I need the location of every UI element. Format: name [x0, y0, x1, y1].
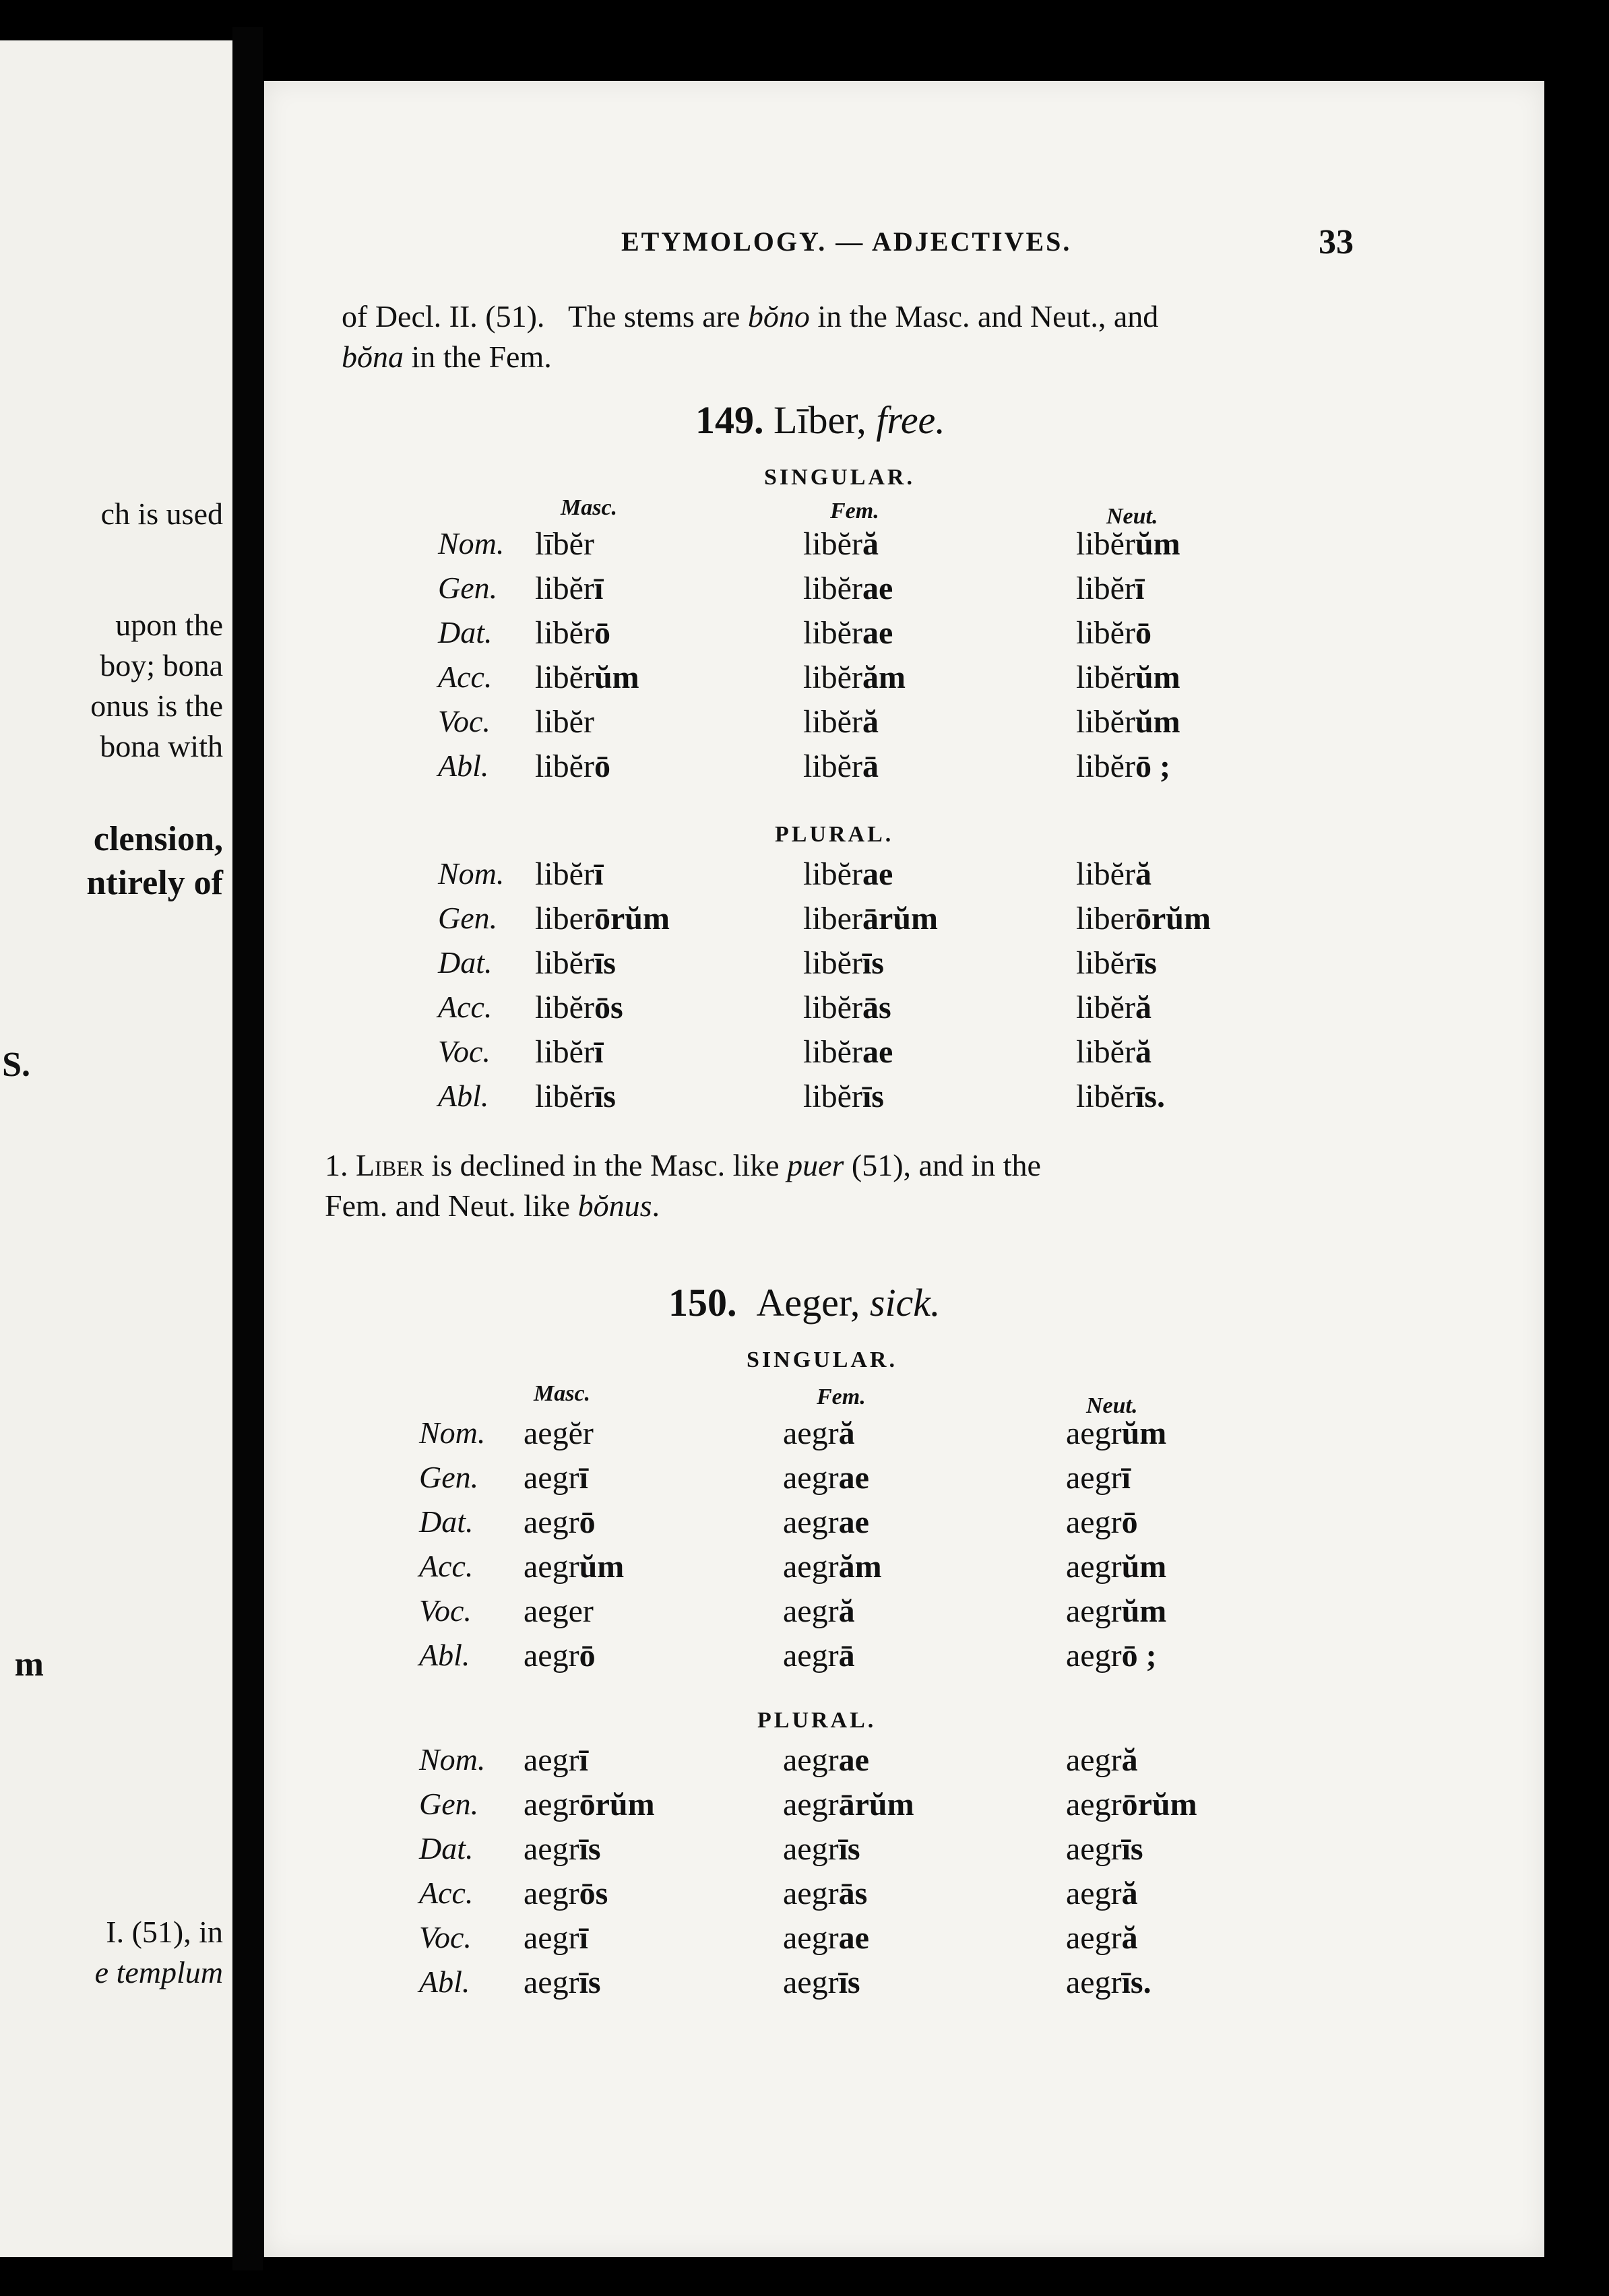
ending: ŭm [1135, 704, 1180, 740]
stem: aegr [1066, 1460, 1122, 1496]
form-neut [1076, 570, 1144, 607]
form-neut [1066, 1742, 1138, 1779]
form-fem [783, 1593, 855, 1630]
ending: ōrŭm [594, 901, 670, 936]
ending: ae [838, 1742, 869, 1778]
stem: aegr [524, 1638, 579, 1673]
form-masc [524, 1742, 588, 1779]
stem: aegr [1066, 1504, 1122, 1540]
form-masc [535, 659, 639, 696]
ending: ōrŭm [579, 1787, 655, 1822]
stem: aegr [524, 1920, 579, 1956]
ending: ăm [862, 660, 906, 695]
stem: aegr [524, 1965, 579, 2000]
form-fem [803, 525, 879, 563]
stem: libĕr [803, 571, 862, 606]
section-150-title: 150. Aeger, sick. [668, 1281, 941, 1325]
stem: lībĕr [535, 526, 594, 562]
form-fem [803, 856, 893, 893]
ending: īs [838, 1965, 860, 2000]
case-label: Gen. [419, 1460, 479, 1494]
ending: ă [862, 704, 879, 740]
ending: ŭm [594, 660, 639, 695]
ending: īs. [1121, 1965, 1151, 2000]
ending: ō [579, 1638, 596, 1673]
case-label: Dat. [419, 1831, 474, 1865]
stem: aegr [524, 1742, 579, 1778]
stem: aegr [783, 1876, 839, 1911]
left-fragment: onus is the [90, 689, 223, 723]
ending: ō [1135, 615, 1151, 651]
ending: ŭm [1135, 660, 1180, 695]
ending: ă [1135, 1034, 1151, 1070]
form-neut [1066, 1919, 1138, 1956]
stem: aegr [783, 1965, 839, 2000]
stem: liber [1076, 901, 1135, 936]
stem: libĕr [803, 1079, 862, 1114]
stem: libĕr [535, 990, 594, 1025]
left-fragment: boy; bona [100, 648, 223, 682]
form-masc [535, 945, 616, 982]
form-neut [1066, 1875, 1138, 1912]
case-label: Acc. [438, 660, 493, 694]
form-neut [1066, 1637, 1157, 1674]
ending: ās [838, 1876, 868, 1911]
ending: ae [862, 856, 893, 892]
intro-line-2: bŏna in the Fem. [342, 340, 552, 374]
form-fem [803, 945, 884, 982]
form-masc [524, 1875, 608, 1912]
stem: libĕr [535, 571, 594, 606]
form-neut [1076, 856, 1151, 893]
case-label: Acc. [438, 990, 493, 1024]
stem: aegr [1066, 1593, 1122, 1629]
ending: ās [862, 990, 891, 1025]
ending: ō [579, 1504, 596, 1540]
form-fem [783, 1830, 860, 1868]
ending: ī [579, 1742, 588, 1778]
stem: libĕr [535, 856, 594, 892]
case-label: Abl. [419, 1638, 470, 1672]
stem: libĕr [1076, 615, 1135, 651]
ending: ī [579, 1920, 588, 1956]
stem: libĕr [803, 990, 862, 1025]
ending: ă [1121, 1920, 1138, 1956]
form-neut [1066, 1504, 1138, 1541]
plural-label: PLURAL. [757, 1708, 877, 1733]
stem: libĕr [535, 660, 594, 695]
stem: libĕr [1076, 945, 1135, 981]
left-fragment: m [14, 1645, 44, 1684]
form-neut [1076, 659, 1180, 696]
ending: ă [838, 1593, 855, 1629]
stem: aegr [1066, 1787, 1122, 1822]
section-149-title: 149. Līber, free. [695, 398, 945, 442]
ending: ōs [594, 990, 623, 1025]
ending: ī [579, 1460, 588, 1496]
form-neut [1066, 1548, 1166, 1585]
form-fem [783, 1875, 867, 1912]
ending: ŭm [1121, 1593, 1167, 1629]
ending: ă [1135, 856, 1151, 892]
form-masc [535, 1033, 603, 1071]
stem: libĕr [1076, 704, 1135, 740]
case-label: Voc. [438, 1034, 491, 1069]
ending: ŭm [1121, 1549, 1167, 1585]
column-header-fem: Fem. [830, 499, 879, 523]
stem: aegr [1066, 1920, 1122, 1956]
stem: aegr [524, 1504, 579, 1540]
stem: aegr [524, 1876, 579, 1911]
case-label: Voc. [419, 1920, 472, 1954]
left-fragment: e templum [94, 1955, 223, 1989]
form-fem [783, 1415, 855, 1452]
page [264, 81, 1544, 2257]
stem: libĕr [1076, 748, 1135, 784]
ending: ārŭm [838, 1787, 914, 1822]
form-neut [1076, 900, 1211, 937]
stem: libĕr [535, 704, 594, 740]
column-header-masc: Masc. [561, 495, 618, 520]
case-label: Abl. [438, 1079, 489, 1113]
form-neut [1076, 1078, 1165, 1115]
stem: aegr [1066, 1876, 1122, 1911]
intro-line-1: of Decl. II. (51). The stems are bŏno in the Masc. and Neut., and [342, 299, 1159, 333]
stem: libĕr [1076, 1034, 1135, 1070]
case-label: Gen. [438, 571, 498, 605]
form-masc [524, 1786, 655, 1823]
column-header-masc: Masc. [534, 1381, 591, 1406]
left-fragment: ch is used [100, 497, 223, 531]
case-label: Dat. [419, 1504, 474, 1539]
form-neut [1066, 1593, 1166, 1630]
form-fem [803, 1033, 893, 1071]
form-fem [803, 989, 891, 1026]
ending: īs [1121, 1831, 1143, 1867]
stem: libĕr [1076, 660, 1135, 695]
stem: libĕr [803, 660, 862, 695]
case-label: Gen. [438, 901, 498, 935]
case-label: Abl. [438, 748, 489, 783]
ending: ă [1121, 1742, 1138, 1778]
case-label: Dat. [438, 615, 493, 649]
form-fem [783, 1548, 882, 1585]
form-fem [803, 614, 893, 651]
stem: aegr [524, 1787, 579, 1822]
ending: ō [1121, 1504, 1138, 1540]
ending: ōrŭm [1121, 1787, 1197, 1822]
ending: īs [862, 1079, 884, 1114]
column-header-fem: Fem. [817, 1384, 866, 1409]
stem: libĕr [803, 526, 862, 562]
form-masc [535, 900, 670, 937]
stem: libĕr [535, 615, 594, 651]
form-masc [535, 525, 594, 563]
form-masc [535, 1078, 616, 1115]
stem: libĕr [1076, 1079, 1135, 1114]
stem: libĕr [803, 615, 862, 651]
case-label: Nom. [438, 526, 505, 561]
form-neut [1066, 1786, 1197, 1823]
form-fem [803, 570, 893, 607]
ending: īs [579, 1831, 601, 1867]
stem: libĕr [535, 1079, 594, 1114]
form-fem [783, 1504, 869, 1541]
form-masc [535, 570, 603, 607]
ending: ă [862, 526, 879, 562]
case-label: Nom. [419, 1415, 486, 1450]
ending: ă [838, 1415, 855, 1451]
column-header-neut: Neut. [1086, 1393, 1138, 1418]
left-page [0, 40, 232, 2257]
stem: aegr [783, 1638, 839, 1673]
ending: īs [579, 1965, 601, 2000]
stem: aegr [1066, 1831, 1122, 1867]
ending: ī [594, 1034, 604, 1070]
stem: aegr [524, 1549, 579, 1585]
case-label: Nom. [438, 856, 505, 891]
stem: aegr [524, 1831, 579, 1867]
stem: aeger [524, 1593, 594, 1629]
form-fem [803, 748, 879, 785]
case-label: Nom. [419, 1742, 486, 1777]
stem: aegr [1066, 1549, 1122, 1585]
case-label: Voc. [419, 1593, 472, 1628]
case-label: Gen. [419, 1787, 479, 1821]
ending: ae [862, 615, 893, 651]
stem: libĕr [803, 748, 862, 784]
left-fragment: bona with [100, 729, 223, 763]
form-masc [524, 1637, 596, 1674]
stem: libĕr [535, 748, 594, 784]
form-masc [524, 1504, 596, 1541]
left-fragment: clension, [93, 820, 223, 858]
form-masc [535, 748, 610, 785]
stem: aegr [783, 1460, 839, 1496]
ending: ŭm [1135, 526, 1180, 562]
form-fem [783, 1459, 869, 1496]
note-149-line-2: Fem. and Neut. like bŏnus. [325, 1188, 660, 1223]
stem: aegr [783, 1742, 839, 1778]
ending: ōrŭm [1135, 901, 1211, 936]
form-neut [1066, 1964, 1151, 2001]
note-149-line-1: 1. Liber is declined in the Masc. like puer (51), and in the [325, 1148, 1041, 1182]
stem: libĕr [803, 704, 862, 740]
stem: libĕr [1076, 990, 1135, 1025]
stem: aegr [783, 1415, 839, 1451]
form-neut [1066, 1830, 1143, 1868]
ending: ī [1121, 1460, 1131, 1496]
form-masc [524, 1830, 601, 1868]
form-fem [803, 703, 879, 740]
case-label: Dat. [438, 945, 493, 980]
stem: libĕr [535, 945, 594, 981]
ending: īs [838, 1831, 860, 1867]
stem: liber [803, 901, 862, 936]
stem: aegr [783, 1787, 839, 1822]
left-fragment: upon the [115, 608, 223, 642]
stem: libĕr [1076, 571, 1135, 606]
ending: ă [1121, 1876, 1138, 1911]
left-fragment: S. [2, 1046, 30, 1084]
form-fem [783, 1786, 914, 1823]
form-masc [524, 1548, 624, 1585]
ending: īs. [1135, 1079, 1165, 1114]
stem: aegr [1066, 1638, 1122, 1673]
stem: libĕr [1076, 856, 1135, 892]
ending: ā [862, 748, 879, 784]
form-masc [524, 1964, 601, 2001]
ending: īs [594, 945, 616, 981]
stem: libĕr [803, 945, 862, 981]
form-neut [1066, 1459, 1131, 1496]
form-neut [1076, 1033, 1151, 1071]
form-fem [783, 1637, 855, 1674]
book-spine [232, 27, 263, 2270]
case-label: Voc. [438, 704, 491, 738]
ending: ō ; [1135, 748, 1170, 784]
ending: ī [594, 571, 604, 606]
ending: ā [838, 1638, 855, 1673]
ending: ae [838, 1460, 869, 1496]
ending: ae [838, 1504, 869, 1540]
case-label: Acc. [419, 1549, 474, 1583]
form-neut [1076, 703, 1180, 740]
stem: aegr [1066, 1965, 1122, 2000]
ending: ăm [838, 1549, 882, 1585]
ending: ae [862, 571, 893, 606]
stem: aegr [1066, 1742, 1122, 1778]
ending: ī [594, 856, 604, 892]
case-label: Acc. [419, 1876, 474, 1910]
ending: ārŭm [862, 901, 938, 936]
form-masc [535, 989, 623, 1026]
stem: libĕr [535, 1034, 594, 1070]
form-neut [1066, 1415, 1166, 1452]
form-masc [535, 703, 594, 740]
form-masc [535, 856, 603, 893]
singular-label: SINGULAR. [747, 1347, 897, 1372]
form-fem [783, 1964, 860, 2001]
form-neut [1076, 989, 1151, 1026]
form-masc [524, 1919, 588, 1956]
ending: ŭm [1121, 1415, 1167, 1451]
ending: īs [1135, 945, 1157, 981]
stem: libĕr [1076, 526, 1135, 562]
form-neut [1076, 945, 1157, 982]
form-fem [803, 1078, 884, 1115]
stem: libĕr [803, 856, 862, 892]
stem: aegr [783, 1831, 839, 1867]
stem: aegr [783, 1549, 839, 1585]
form-neut [1076, 525, 1180, 563]
stem: aegr [783, 1504, 839, 1540]
left-fragment: I. (51), in [106, 1915, 223, 1949]
stem: aegr [1066, 1415, 1122, 1451]
ending: īs [594, 1079, 616, 1114]
form-fem [803, 659, 906, 696]
plural-label: PLURAL. [775, 822, 894, 847]
form-fem [783, 1742, 869, 1779]
running-title: ETYMOLOGY. — ADJECTIVES. [621, 226, 1072, 257]
ending: ŭm [579, 1549, 625, 1585]
form-fem [803, 900, 938, 937]
stem: aegr [524, 1460, 579, 1496]
ending: īs [862, 945, 884, 981]
ending: ae [862, 1034, 893, 1070]
form-masc [535, 614, 610, 651]
ending: ō ; [1121, 1638, 1157, 1673]
ending: ae [838, 1920, 869, 1956]
stem: aegr [783, 1920, 839, 1956]
left-fragment: ntirely of [86, 864, 223, 902]
form-neut [1076, 614, 1151, 651]
ending: ī [1135, 571, 1145, 606]
form-fem [783, 1919, 869, 1956]
page-number: 33 [1319, 223, 1354, 261]
stem: aegĕr [524, 1415, 594, 1451]
form-neut [1076, 748, 1170, 785]
column-header-neut: Neut. [1106, 504, 1158, 529]
singular-label: SINGULAR. [764, 465, 915, 490]
ending: ōs [579, 1876, 608, 1911]
form-masc [524, 1459, 588, 1496]
ending: ō [594, 748, 610, 784]
ending: ō [594, 615, 610, 651]
stem: aegr [783, 1593, 839, 1629]
stem: libĕr [803, 1034, 862, 1070]
form-masc [524, 1415, 594, 1452]
form-masc [524, 1593, 594, 1630]
case-label: Abl. [419, 1965, 470, 1999]
stem: liber [535, 901, 594, 936]
ending: ă [1135, 990, 1151, 1025]
